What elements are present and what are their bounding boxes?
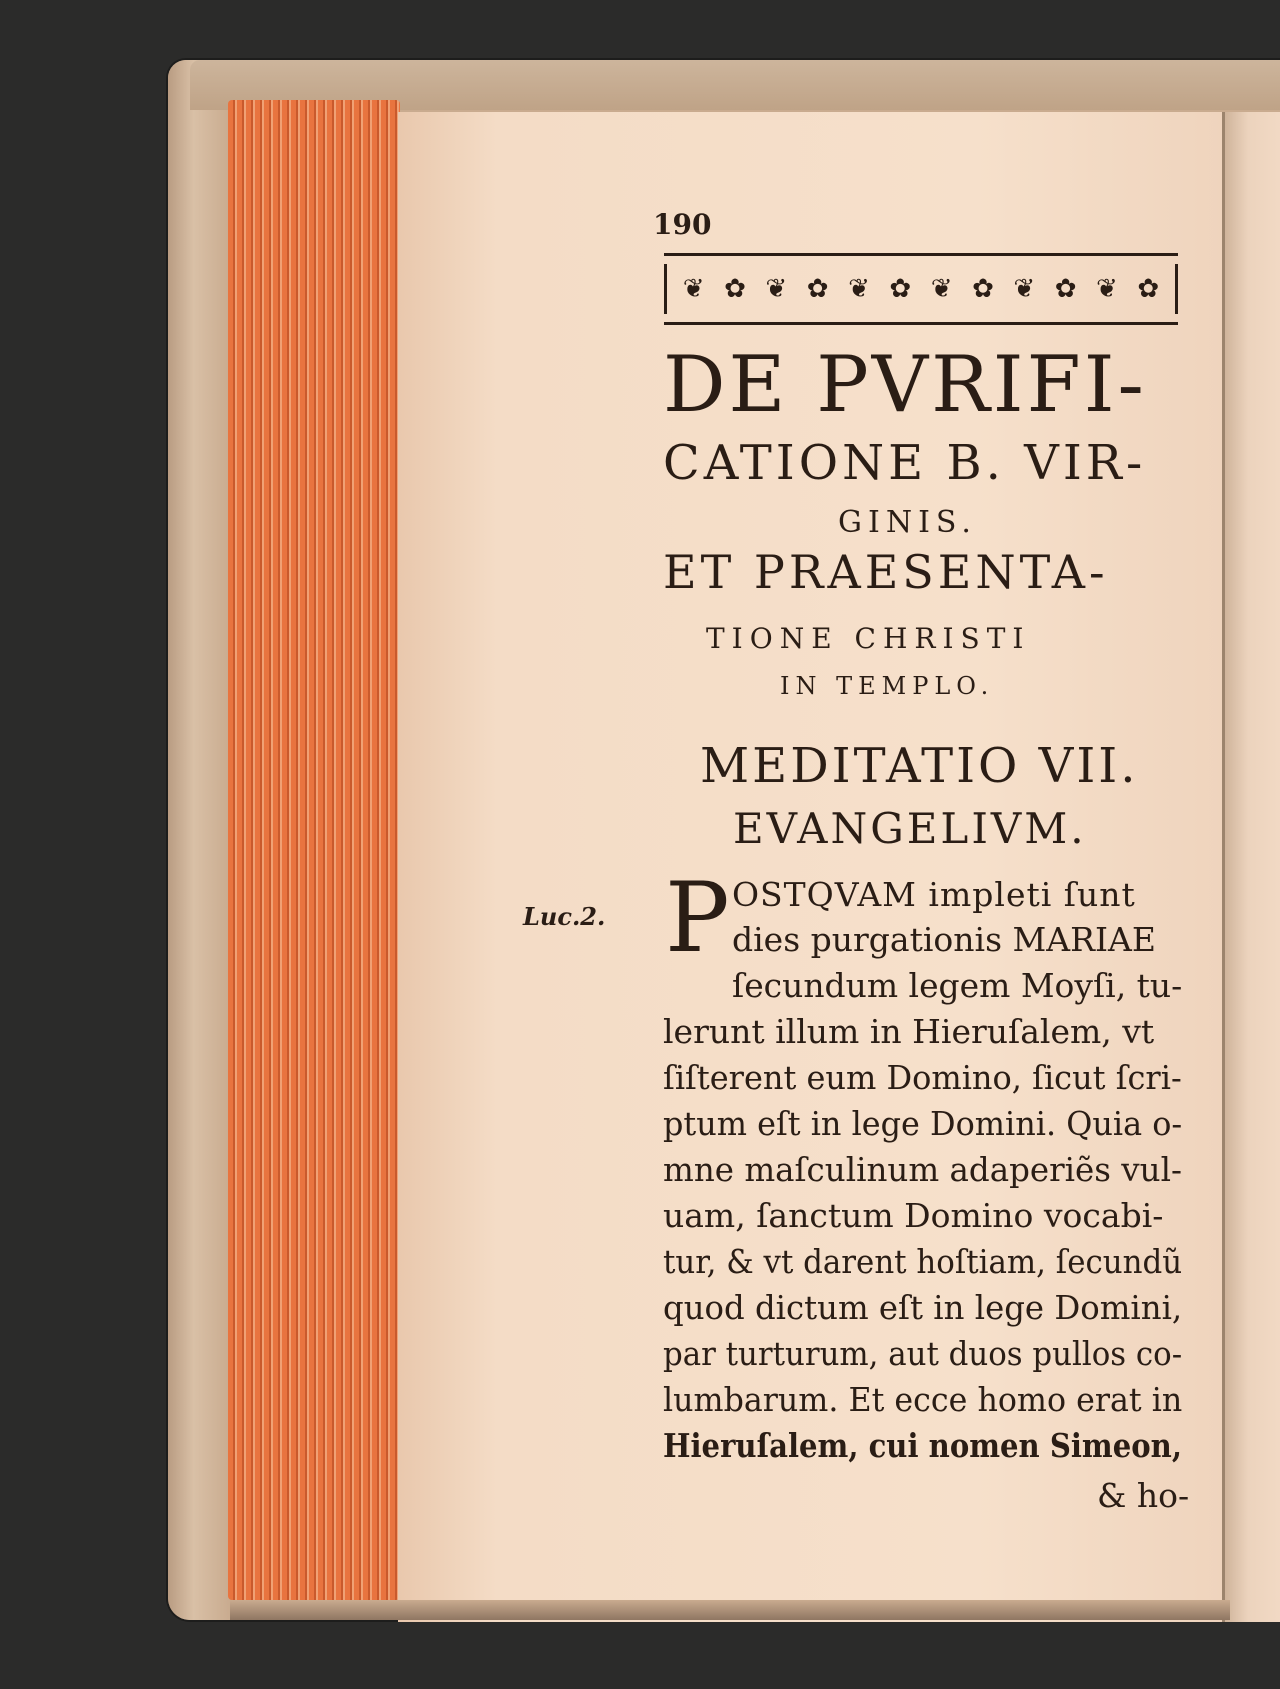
ornament-flourish-icon: ✿ <box>724 274 746 304</box>
book-cover-spine <box>168 60 232 1620</box>
body-line: ptum eſt in lege Domini. Quia o- <box>663 1104 1183 1143</box>
drop-cap: P <box>665 862 730 974</box>
body-line: lerunt illum in Hieruſalem, vt <box>663 1012 1155 1051</box>
body-line: uam, ſanctum Domino vocabi- <box>663 1196 1164 1235</box>
margin-reference: Luc.2. <box>523 902 606 931</box>
body-line: ſecundum legem Moyſi, tu- <box>732 966 1183 1005</box>
facing-page-edge <box>1222 112 1280 1622</box>
body-line: OSTQVAM impleti ſunt <box>732 875 1136 914</box>
ornament-flourish-icon: ❦ <box>682 274 705 304</box>
ornamental-header-band <box>664 253 1178 325</box>
ornament-flourish-icon: ❦ <box>1096 274 1118 304</box>
book-bottom-edge <box>230 1600 1230 1620</box>
page-edges <box>228 100 400 1600</box>
body-line: quod dictum eſt in lege Domini, <box>663 1288 1183 1327</box>
body-line: par turturum, aut duos pullos co- <box>663 1334 1183 1373</box>
title-line: GINIS. <box>838 505 977 540</box>
ornament-flourish-icon: ❦ <box>1013 274 1036 304</box>
ornament-flourish-icon: ❦ <box>930 274 953 304</box>
ornament-flourish-icon: ✿ <box>1137 274 1160 304</box>
ornament-flourish-icon: ❦ <box>765 274 788 304</box>
title-line: TIONE CHRISTI <box>706 622 1031 655</box>
section-subheading: EVANGELIVM. <box>733 804 1087 853</box>
body-line: mne maſculinum adaperiẽs vul- <box>663 1150 1182 1189</box>
body-line: lumbarum. Et ecce homo erat in <box>663 1380 1183 1419</box>
body-line: tur, & vt darent hoſtiam, ſecundũ <box>663 1242 1183 1281</box>
ornament-flourish-icon: ✿ <box>972 274 994 304</box>
body-line: dies purgationis MARIAE <box>732 920 1156 959</box>
body-line: ſiſterent eum Domino, ſicut ſcri- <box>663 1058 1182 1097</box>
title-line: DE PVRIFI- <box>663 340 1147 430</box>
catchword: & ho- <box>1097 1476 1190 1515</box>
title-line: ET PRAESENTA- <box>663 545 1109 599</box>
title-line: CATIONE B. VIR- <box>663 435 1147 491</box>
ornament-flourish-icon: ✿ <box>1054 274 1077 304</box>
page-number: 190 <box>653 208 712 241</box>
body-line: Hieruſalem, cui nomen Simeon, <box>663 1426 1182 1465</box>
ornament-flourish-icon: ❦ <box>848 274 870 304</box>
section-heading: MEDITATIO VII. <box>700 738 1139 794</box>
ornament-flourish-icon: ✿ <box>806 274 829 304</box>
title-line: IN TEMPLO. <box>780 672 995 700</box>
ornament-flourish-icon: ✿ <box>889 274 912 304</box>
